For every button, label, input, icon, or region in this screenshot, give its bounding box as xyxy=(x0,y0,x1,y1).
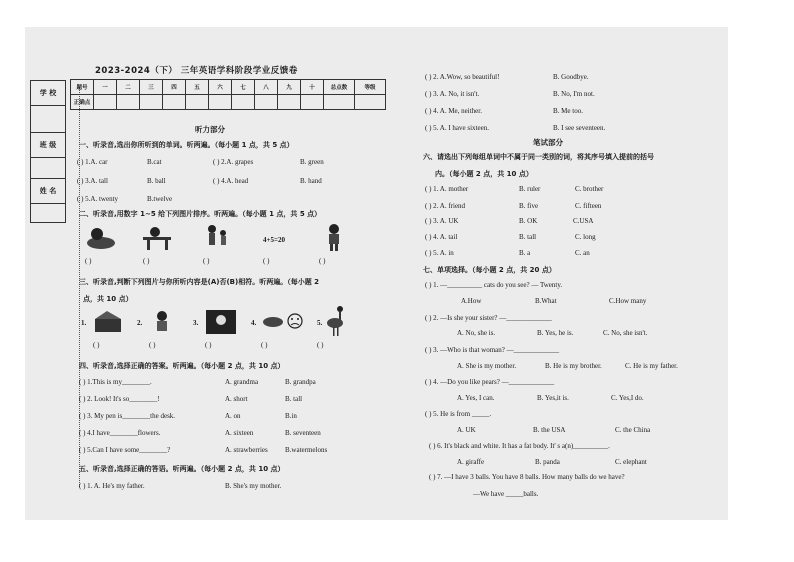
s4-item-3-b: B.in xyxy=(285,412,297,420)
s5-item-5: ( ) 5. A. I have sixteen. xyxy=(425,124,489,132)
score-cell[interactable] xyxy=(117,95,140,110)
s7-item-6-a: A. giraffe xyxy=(457,458,485,466)
score-header-cell: 十 xyxy=(301,80,324,95)
s7-item-2-c: C. No, she isn't. xyxy=(603,329,648,337)
picture-child-in-window xyxy=(205,309,237,335)
student-info-table xyxy=(30,80,66,223)
s7-item-5-b: B. the USA xyxy=(533,426,566,434)
class-label: 班 级 xyxy=(31,133,66,158)
s4-item-5-a: A. strawberries xyxy=(225,446,268,454)
s7-item-7-answer: —We have _____balls. xyxy=(473,490,539,498)
score-cell[interactable] xyxy=(355,95,386,110)
s7-item-7: ( ) 7. —I have 3 balls. You have 8 balls. How many balls do we have? xyxy=(429,473,625,481)
s7-item-6: ( ) 6. It's black and white. It has a fat body. It' s a(n)__________. xyxy=(429,442,610,450)
s6-item-2-c: C. fifteen xyxy=(575,202,602,210)
s7-item-3-c: C. He is my father. xyxy=(625,362,678,370)
picture-boy-standing xyxy=(321,223,347,251)
s6-item-2-b: B. five xyxy=(519,202,539,210)
s2-blank-3[interactable]: ( ) xyxy=(203,257,210,265)
written-heading: 笔试部分 xyxy=(533,138,563,147)
s6-item-4-c: C. long xyxy=(575,233,596,241)
score-cell[interactable] xyxy=(94,95,117,110)
section-4-title: 四、听录音,选择正确的答案。听两遍。（每小题 2 点，共 10 点） xyxy=(79,362,285,370)
section-3-title-line2: 点，共 10 点） xyxy=(83,295,133,303)
s7-item-2-b: B. Yes, he is. xyxy=(537,329,574,337)
s3-num-1: 1. xyxy=(81,319,87,327)
s4-item-4: ( ) 4.I have________flowers. xyxy=(79,429,161,437)
section-1-title: 一、听录音,选出你所听到的单词。听两遍。（每小题 1 点，共 5 点） xyxy=(79,141,294,149)
picture-bird-and-face xyxy=(261,311,309,331)
s3-blank-2[interactable]: ( ) xyxy=(149,341,156,349)
name-field xyxy=(31,204,66,223)
s2-blank-4[interactable]: ( ) xyxy=(263,257,270,265)
score-cell[interactable] xyxy=(186,95,209,110)
section-2-title: 二、听录音,用数字 1~5 给下列图片排序。听两遍。（每小题 1 点，共 5 点） xyxy=(79,210,322,218)
s4-item-3-a: A. on xyxy=(225,412,241,420)
score-header-cell: 六 xyxy=(209,80,232,95)
s4-item-4-a: A. sixteen xyxy=(225,429,254,437)
s5-item-1: ( ) 1. A. He's my father. xyxy=(79,482,145,490)
score-header-cell: 九 xyxy=(278,80,301,95)
score-table xyxy=(70,79,386,110)
score-header-cell: 等级 xyxy=(355,80,386,95)
s7-item-2-a: A. No, she is. xyxy=(457,329,496,337)
s3-num-5: 5. xyxy=(317,319,323,327)
s7-item-3: ( ) 3. —Who is that woman? —_____________ xyxy=(425,346,560,354)
s7-item-5-c: C. the China xyxy=(615,426,651,434)
s4-item-2: ( ) 2. Look! It's so________! xyxy=(79,395,160,403)
score-cell[interactable] xyxy=(140,95,163,110)
s3-blank-5[interactable]: ( ) xyxy=(317,341,324,349)
s7-item-1-b: B.What xyxy=(535,297,557,305)
s7-item-6-b: B. panda xyxy=(535,458,560,466)
picture-girl-with-hat xyxy=(149,309,175,333)
score-cell[interactable] xyxy=(163,95,186,110)
s5-item-5-b: B. I see seventeen. xyxy=(553,124,606,132)
section-5-title: 五、听录音,选择正确的答语。听两遍。（每小题 2 点，共 10 点） xyxy=(79,465,285,473)
class-field xyxy=(31,158,66,179)
exam-sheet xyxy=(25,27,728,520)
score-header-cell: 三 xyxy=(140,80,163,95)
score-row-label: 正确点 xyxy=(71,95,94,110)
picture-box-with-toy xyxy=(91,309,127,333)
s6-item-5: ( ) 5. A. in xyxy=(425,249,454,257)
s6-item-3: ( ) 3. A. UK xyxy=(425,217,459,225)
s1-item-5-b: B.twelve xyxy=(147,195,173,203)
picture-sleeping-child xyxy=(85,225,117,251)
s7-item-5-a: A. UK xyxy=(457,426,476,434)
s2-blank-2[interactable]: ( ) xyxy=(143,257,150,265)
s4-item-1: ( ) 1.This is my________. xyxy=(79,378,152,386)
name-label: 姓 名 xyxy=(31,179,66,204)
score-header-cell: 二 xyxy=(117,80,140,95)
s7-item-3-a: A. She is my mother. xyxy=(457,362,517,370)
s4-item-4-b: B. seventeen xyxy=(285,429,321,437)
s6-item-1-b: B. ruler xyxy=(519,185,541,193)
picture-ostrich xyxy=(325,305,347,337)
s5-item-1-b: B. She's my mother. xyxy=(225,482,282,490)
s6-item-4: ( ) 4. A. tail xyxy=(425,233,458,241)
section-6-title-line1: 六、请选出下列每组单词中不属于同一类别的词，将其序号填入提前的括号 xyxy=(423,153,654,161)
s1-item-5: ( ) 5.A. twenty xyxy=(77,195,119,203)
s1-item-1-b: B.cat xyxy=(147,158,162,166)
picture-family xyxy=(203,223,231,251)
s7-item-2: ( ) 2. —Is she your sister? —_____________ xyxy=(425,314,552,322)
s4-item-3: ( ) 3. My pen is________the desk. xyxy=(79,412,176,420)
s3-blank-4[interactable]: ( ) xyxy=(261,341,268,349)
listening-heading: 听力部分 xyxy=(195,125,225,134)
s2-blank-5[interactable]: ( ) xyxy=(319,257,326,265)
s5-item-4: ( ) 4. A. Me, neither. xyxy=(425,107,482,115)
s1-item-4-b: B. hand xyxy=(300,177,322,185)
s1-item-4: ( ) 4.A. head xyxy=(213,177,249,185)
s7-item-1: ( ) 1. —__________ cats do you see? — Twenty. xyxy=(425,281,563,289)
score-cell[interactable] xyxy=(301,95,324,110)
s1-item-2: ( ) 2.A. grapes xyxy=(213,158,254,166)
s6-item-5-c: C. an xyxy=(575,249,590,257)
s5-item-2-b: B. Goodbye. xyxy=(553,73,589,81)
s1-item-3-b: B. ball xyxy=(147,177,166,185)
s4-item-5-b: B.watermelons xyxy=(285,446,328,454)
s6-item-5-b: B. a xyxy=(519,249,531,257)
s6-item-3-c: C.USA xyxy=(573,217,594,225)
score-cell[interactable] xyxy=(209,95,232,110)
picture-child-at-desk xyxy=(141,225,175,251)
s4-item-5: ( ) 5.Can I have some________? xyxy=(79,446,171,454)
s5-item-3-b: B. No, I'm not. xyxy=(553,90,595,98)
s6-item-2: ( ) 2. A. friend xyxy=(425,202,466,210)
s6-item-3-b: B. OK xyxy=(519,217,538,225)
section-7-title: 七、单项选择。（每小题 2 点，共 20 点） xyxy=(423,266,556,274)
s1-item-1: ( ) 1.A. car xyxy=(77,158,108,166)
s7-item-4: ( ) 4. —Do you like pears? —_____________ xyxy=(425,378,555,386)
s7-item-1-a: A.How xyxy=(461,297,482,305)
score-cell[interactable] xyxy=(324,95,355,110)
s4-item-1-a: A. grandma xyxy=(225,378,259,386)
s4-item-2-a: A. short xyxy=(225,395,248,403)
s6-item-1: ( ) 1. A. mother xyxy=(425,185,469,193)
exam-title: 2023-2024（下） 三年英语学科阶段学业反馈卷 xyxy=(95,66,298,76)
score-cell[interactable] xyxy=(232,95,255,110)
s6-item-4-b: B. tall xyxy=(519,233,537,241)
s7-item-4-b: B. Yes,it is. xyxy=(537,394,569,402)
score-cell[interactable] xyxy=(278,95,301,110)
picture-math-sum: 4+5=20 xyxy=(263,236,285,244)
s5-item-3: ( ) 3. A. No, it isn't. xyxy=(425,90,480,98)
s2-blank-1[interactable]: ( ) xyxy=(85,257,92,265)
score-header-cell: 一 xyxy=(94,80,117,95)
score-header-cell: 题号 xyxy=(71,80,94,95)
s5-item-4-b: B. Me too. xyxy=(553,107,583,115)
s4-item-1-b: B. grandpa xyxy=(285,378,316,386)
s7-item-3-b: B. He is my brother. xyxy=(545,362,602,370)
school-label: 学 校 xyxy=(31,81,66,106)
s4-item-2-b: B. tall xyxy=(285,395,303,403)
section-3-title-line1: 三、听录音,判断下列图片与你所听内容是(A)否(B)相符。听两遍。（每小题 2 xyxy=(79,278,320,286)
score-header-cell: 五 xyxy=(186,80,209,95)
score-header-cell: 四 xyxy=(163,80,186,95)
s1-item-3: ( ) 3.A. tall xyxy=(77,177,108,185)
score-header-cell: 七 xyxy=(232,80,255,95)
score-header-cell: 八 xyxy=(255,80,278,95)
score-header-cell: 总点数 xyxy=(324,80,355,95)
s7-item-1-c: C.How many xyxy=(609,297,647,305)
s3-blank-3[interactable]: ( ) xyxy=(205,341,212,349)
s3-blank-1[interactable]: ( ) xyxy=(93,341,100,349)
school-field xyxy=(31,106,66,133)
s3-num-3: 3. xyxy=(193,319,199,327)
s3-num-4: 4. xyxy=(251,319,257,327)
s1-item-2-b: B. green xyxy=(300,158,324,166)
s7-item-6-c: C. elephant xyxy=(615,458,647,466)
s3-num-2: 2. xyxy=(137,319,143,327)
s5-item-2: ( ) 2. A.Wow, so beautiful! xyxy=(425,73,500,81)
s7-item-4-c: C. Yes,I do. xyxy=(611,394,644,402)
s6-item-1-c: C. brother xyxy=(575,185,604,193)
score-cell[interactable] xyxy=(255,95,278,110)
s7-item-5: ( ) 5. He is from _____. xyxy=(425,410,492,418)
s7-item-4-a: A. Yes, I can. xyxy=(457,394,495,402)
section-6-title-line2: 内。（每小题 2 点，共 10 点） xyxy=(435,170,533,178)
